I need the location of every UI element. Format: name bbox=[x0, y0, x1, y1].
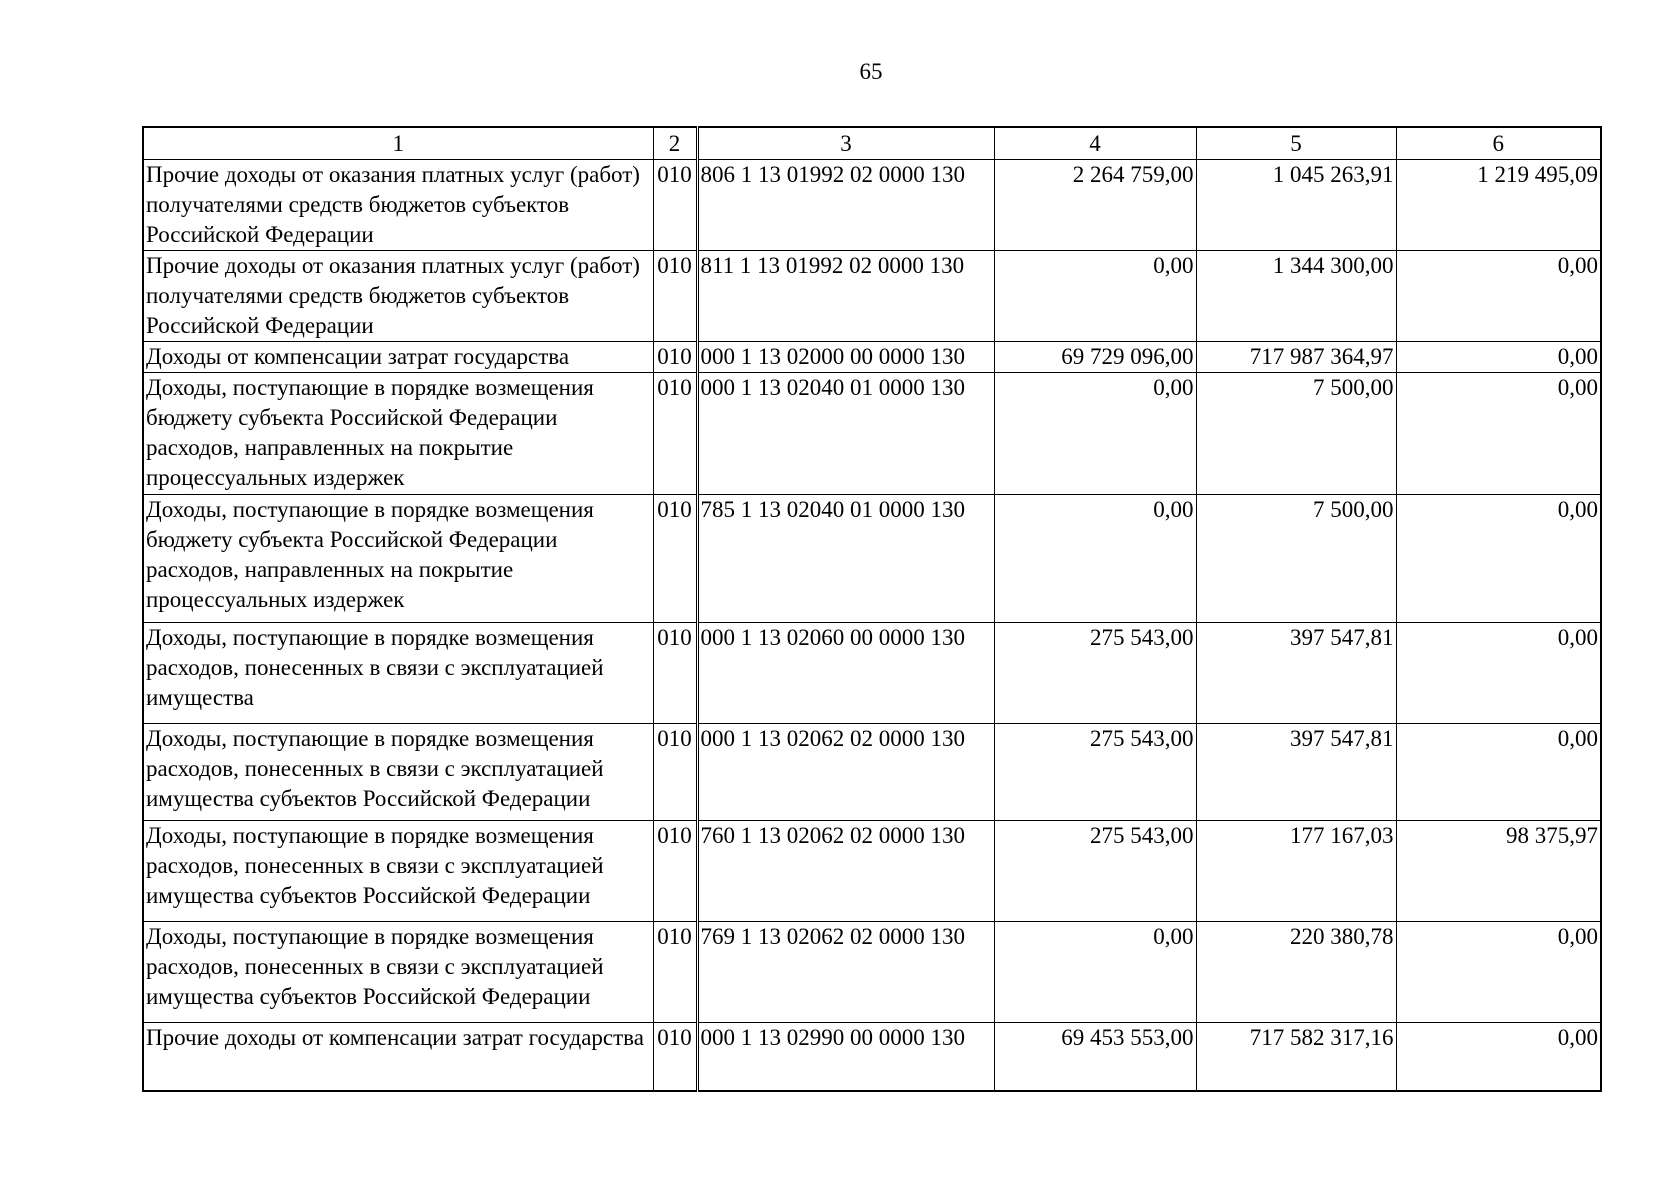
header-col-4: 4 bbox=[994, 127, 1196, 160]
table-row bbox=[143, 821, 1601, 922]
row-value-4: 275 543,00 bbox=[994, 623, 1196, 724]
row-value-5: 7 500,00 bbox=[1196, 495, 1396, 623]
row-budget-code: 806 1 13 01992 02 0000 130 bbox=[697, 160, 994, 251]
row-value-6: 0,00 bbox=[1396, 1023, 1601, 1091]
header-col-1: 1 bbox=[143, 127, 653, 160]
row-budget-code: 760 1 13 02062 02 0000 130 bbox=[697, 821, 994, 922]
table-row bbox=[143, 251, 1601, 342]
row-value-5: 1 344 300,00 bbox=[1196, 251, 1396, 342]
row-name: Доходы от компенсации затрат государства bbox=[143, 342, 653, 373]
row-name: Доходы, поступающие в порядке возмещения расходов, понесенных в связи с эксплуатацией имущества субъектов Российской Федерации bbox=[143, 821, 653, 922]
header-col-6: 6 bbox=[1396, 127, 1601, 160]
row-line-code: 010 bbox=[653, 922, 697, 1023]
row-budget-code: 769 1 13 02062 02 0000 130 bbox=[697, 922, 994, 1023]
row-line-code: 010 bbox=[653, 1023, 697, 1091]
page-number: 65 bbox=[859, 59, 883, 84]
table-row bbox=[143, 342, 1601, 373]
header-col-2: 2 bbox=[653, 127, 697, 160]
row-line-code: 010 bbox=[653, 724, 697, 821]
row-value-4: 0,00 bbox=[994, 251, 1196, 342]
row-value-5: 717 987 364,97 bbox=[1196, 342, 1396, 373]
table-row bbox=[143, 495, 1601, 623]
table-row bbox=[143, 724, 1601, 821]
row-line-code: 010 bbox=[653, 495, 697, 623]
row-line-code: 010 bbox=[653, 821, 697, 922]
row-budget-code: 000 1 13 02040 01 0000 130 bbox=[697, 373, 994, 495]
row-budget-code: 811 1 13 01992 02 0000 130 bbox=[697, 251, 994, 342]
header-col-5: 5 bbox=[1196, 127, 1396, 160]
table-row bbox=[143, 160, 1601, 251]
row-name: Прочие доходы от оказания платных услуг (работ) получателями средств бюджетов субъектов Российской Федерации bbox=[143, 160, 653, 251]
row-name: Прочие доходы от компенсации затрат государства bbox=[143, 1023, 653, 1091]
header-col-3: 3 bbox=[697, 127, 994, 160]
row-name: Доходы, поступающие в порядке возмещения расходов, понесенных в связи с эксплуатацией имущества субъектов Российской Федерации bbox=[143, 922, 653, 1023]
table-header bbox=[143, 127, 1601, 160]
row-line-code: 010 bbox=[653, 623, 697, 724]
row-value-4: 0,00 bbox=[994, 922, 1196, 1023]
row-value-4: 275 543,00 bbox=[994, 724, 1196, 821]
table-body bbox=[143, 160, 1601, 1091]
row-name: Доходы, поступающие в порядке возмещения расходов, понесенных в связи с эксплуатацией имущества bbox=[143, 623, 653, 724]
row-line-code: 010 bbox=[653, 160, 697, 251]
row-value-6: 0,00 bbox=[1396, 495, 1601, 623]
table-row bbox=[143, 623, 1601, 724]
row-budget-code: 000 1 13 02062 02 0000 130 bbox=[697, 724, 994, 821]
row-value-5: 397 547,81 bbox=[1196, 724, 1396, 821]
row-line-code: 010 bbox=[653, 342, 697, 373]
row-value-5: 7 500,00 bbox=[1196, 373, 1396, 495]
row-value-4: 69 729 096,00 bbox=[994, 342, 1196, 373]
row-budget-code: 785 1 13 02040 01 0000 130 bbox=[697, 495, 994, 623]
row-value-6: 98 375,97 bbox=[1396, 821, 1601, 922]
row-value-4: 0,00 bbox=[994, 373, 1196, 495]
row-name: Доходы, поступающие в порядке возмещения бюджету субъекта Российской Федерации расходов, направленных на покрытие процессуальных издержек bbox=[143, 373, 653, 495]
row-value-5: 220 380,78 bbox=[1196, 922, 1396, 1023]
row-value-4: 275 543,00 bbox=[994, 821, 1196, 922]
row-value-6: 0,00 bbox=[1396, 623, 1601, 724]
row-value-6: 0,00 bbox=[1396, 251, 1601, 342]
row-value-4: 69 453 553,00 bbox=[994, 1023, 1196, 1091]
table-row bbox=[143, 1023, 1601, 1091]
header-row bbox=[143, 127, 1601, 160]
row-value-5: 177 167,03 bbox=[1196, 821, 1396, 922]
table-row bbox=[143, 373, 1601, 495]
row-budget-code: 000 1 13 02060 00 0000 130 bbox=[697, 623, 994, 724]
table-row bbox=[143, 922, 1601, 1023]
row-budget-code: 000 1 13 02000 00 0000 130 bbox=[697, 342, 994, 373]
row-line-code: 010 bbox=[653, 373, 697, 495]
row-value-4: 2 264 759,00 bbox=[994, 160, 1196, 251]
row-value-6: 0,00 bbox=[1396, 724, 1601, 821]
row-name: Прочие доходы от оказания платных услуг (работ) получателями средств бюджетов субъектов Российской Федерации bbox=[143, 251, 653, 342]
row-budget-code: 000 1 13 02990 00 0000 130 bbox=[697, 1023, 994, 1091]
revenue-table bbox=[142, 126, 1602, 1092]
row-value-4: 0,00 bbox=[994, 495, 1196, 623]
row-value-6: 0,00 bbox=[1396, 342, 1601, 373]
row-value-5: 717 582 317,16 bbox=[1196, 1023, 1396, 1091]
row-value-5: 1 045 263,91 bbox=[1196, 160, 1396, 251]
row-value-6: 0,00 bbox=[1396, 373, 1601, 495]
row-name: Доходы, поступающие в порядке возмещения расходов, понесенных в связи с эксплуатацией имущества субъектов Российской Федерации bbox=[143, 724, 653, 821]
row-value-6: 0,00 bbox=[1396, 922, 1601, 1023]
row-value-5: 397 547,81 bbox=[1196, 623, 1396, 724]
row-line-code: 010 bbox=[653, 251, 697, 342]
row-name: Доходы, поступающие в порядке возмещения бюджету субъекта Российской Федерации расходов, направленных на покрытие процессуальных издержек bbox=[143, 495, 653, 623]
row-value-6: 1 219 495,09 bbox=[1396, 160, 1601, 251]
